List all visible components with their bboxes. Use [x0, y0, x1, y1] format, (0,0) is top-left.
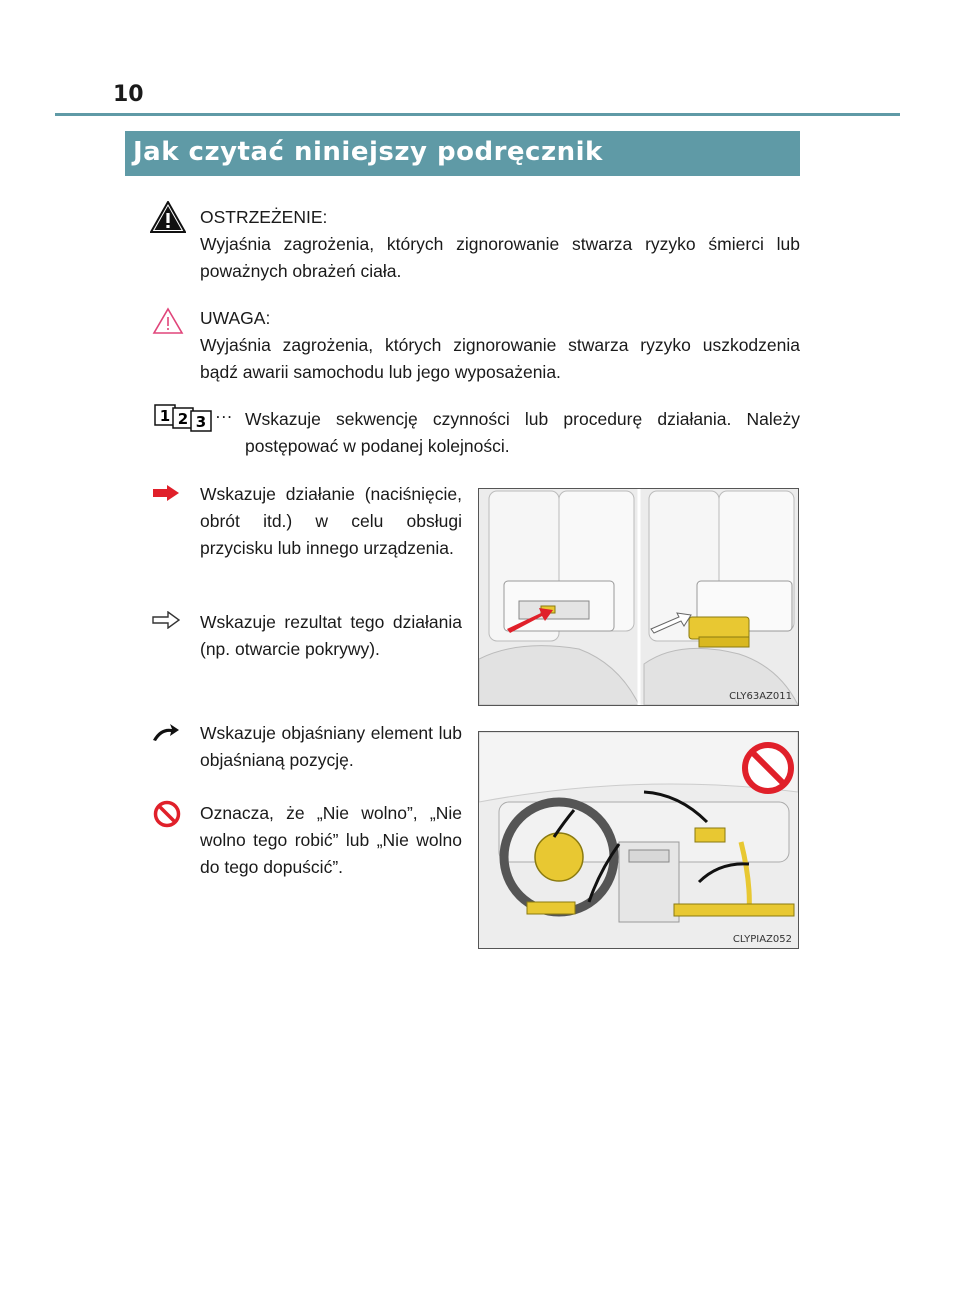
armrest-illustration [478, 488, 799, 706]
page-title: Jak czytać niniejszy podręcznik [133, 137, 603, 167]
warning-heading: OSTRZEŻENIE: [200, 207, 328, 227]
result-text: Wskazuje rezultat tego działania (np. otwarcie pokrywy). [200, 612, 462, 659]
solid-red-arrow-icon [152, 484, 180, 502]
prohibited-text: Oznacza, że „Nie wolno”, „Nie wolno tego robić” lub „Nie wolno do tego dopuścić”. [200, 803, 462, 877]
action-text: Wskazuje działanie (naciśnięcie, obrót itd.) w celu obsługi przycisku lub innego urządzenia. [200, 484, 462, 558]
notice-outline-triangle-icon [152, 307, 184, 335]
notice-text: Wyjaśnia zagrożenia, których zignorowanie stwarza ryzyko uszkodzenia bądź awarii samochodu lub jego wyposażenia. [200, 335, 800, 382]
header-rule [55, 113, 900, 116]
notice-heading: UWAGA: [200, 308, 271, 328]
steps-text: Wskazuje sekwencję czynności lub procedurę działania. Należy postępować w podanej kolejności. [245, 409, 800, 456]
pointer-text: Wskazuje objaśniany element lub objaśnianą pozycję. [200, 723, 462, 770]
step-numbers-icon [154, 404, 216, 432]
warning-text: Wyjaśnia zagrożenia, których zignorowanie stwarza ryzyko śmierci lub poważnych obrażeń ciała. [200, 234, 800, 281]
page-number: 10 [113, 82, 144, 107]
dashboard-illustration [478, 731, 799, 949]
section-title-bar [125, 131, 800, 176]
prohibition-icon [153, 800, 181, 828]
step-digit-3: 3 [195, 413, 207, 431]
outline-arrow-icon [152, 611, 180, 629]
step-digit-2: 2 [177, 410, 189, 428]
step-digit-1: 1 [159, 407, 171, 425]
warning-filled-triangle-icon [150, 201, 186, 233]
steps-dots: ··· [215, 406, 233, 426]
curved-pointer-arrow-icon [152, 722, 180, 742]
dashboard-figure-code: CLYPIAZ052 [732, 934, 792, 945]
armrest-figure-code: CLY63AZ011 [729, 691, 792, 702]
